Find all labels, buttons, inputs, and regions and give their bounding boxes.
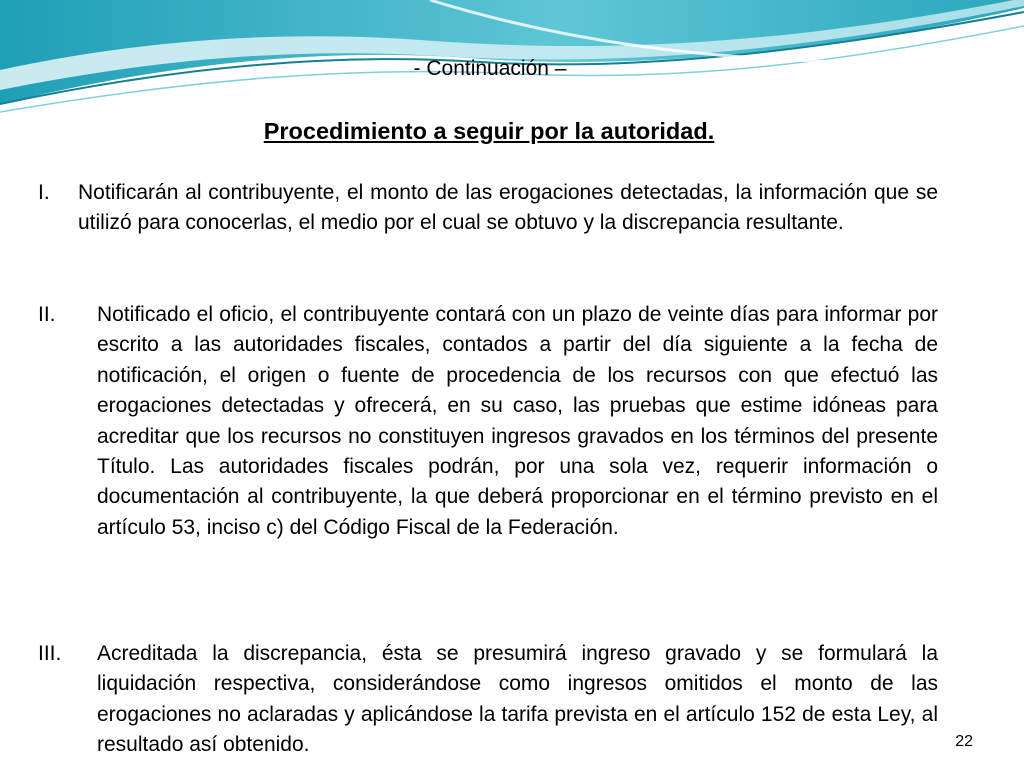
list-item (38, 178, 938, 239)
item-numeral: III. (38, 642, 62, 665)
item-text: Acreditada la discrepancia, ésta se presumirá ingreso gravado y se formulará la liquidación respectiva, considerándose como ingresos omitidos el monto de las erogaciones no aclaradas y aplicándose la tarifa prevista en el artículo 152 de esta Ley, al resultado así obtenido. (97, 642, 938, 757)
item-numeral: I. (38, 181, 50, 204)
item-numeral: II. (38, 303, 56, 326)
item-text: Notificado el oficio, el contribuyente contará con un plazo de veinte días para informar por escrito a las autoridades fiscales, contados a partir del día siguiente a la fecha de notificación, el origen o fuente de procedencia de los recursos con que efectuó las erogaciones detectadas y ofrecerá, en su caso, las pruebas que estime idóneas para acreditar que los recursos no constituyen ingresos gravados en los términos del presente Título. Las autoridades fiscales podrán, por una sola vez, requerir información o documentación al contribuyente, la que deberá proporcionar en el término previsto en el artículo 53, inciso c) del Código Fiscal de la Federación. (97, 303, 938, 539)
slide-title: Procedimiento a seguir por la autoridad. (263, 118, 715, 144)
list-item (38, 300, 938, 543)
item-text: Notificarán al contribuyente, el monto de las erogaciones detectadas, la información que se utilizó para conocerlas, el medio por el cual se obtuvo y la discrepancia resultante. (78, 181, 938, 235)
page-number: 22 (955, 733, 973, 750)
slide-subtitle: - Continuación – (413, 57, 567, 80)
list-item (38, 639, 938, 761)
